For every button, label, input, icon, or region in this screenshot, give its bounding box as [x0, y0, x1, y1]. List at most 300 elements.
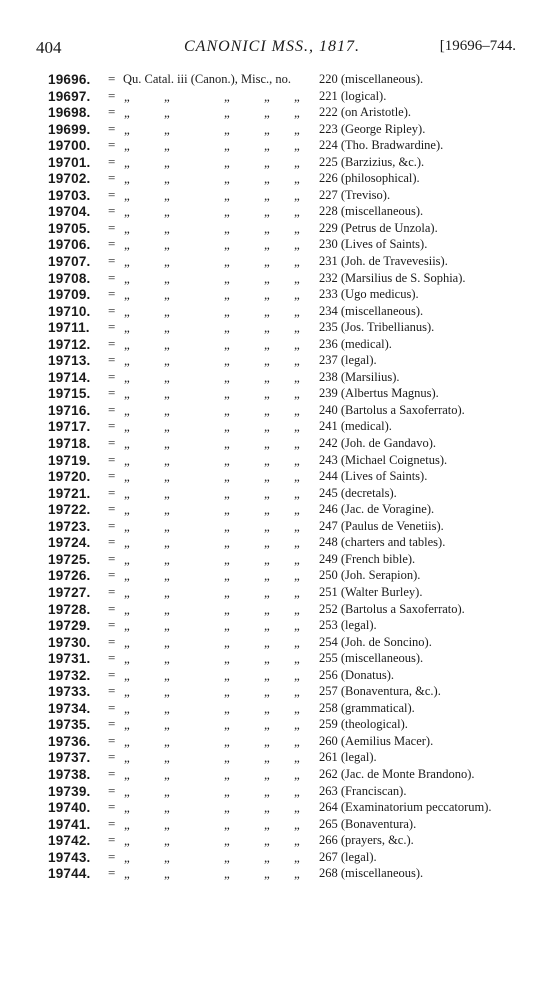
- ditto-mark: „: [224, 551, 230, 567]
- equals-sign: =: [108, 633, 116, 649]
- entry-description: 242 (Joh. de Gandavo).: [319, 436, 436, 451]
- entry-description: 247 (Paulus de Venetiis).: [319, 518, 444, 533]
- equals-sign: =: [108, 567, 116, 583]
- ditto-mark: „: [294, 700, 300, 716]
- ditto-mark: „: [124, 171, 130, 187]
- entry-number: 19740.: [48, 800, 91, 816]
- entry-number: 19739.: [48, 783, 91, 799]
- ditto-mark: „: [224, 518, 230, 534]
- ditto-mark: „: [264, 684, 270, 700]
- ditto-mark: „: [294, 518, 300, 534]
- ditto-mark: „: [264, 502, 270, 518]
- entry-row: [48, 568, 518, 585]
- ditto-mark: „: [124, 369, 130, 385]
- entry-row: [48, 453, 518, 470]
- entry-row: [48, 89, 518, 106]
- entry-row: [48, 254, 518, 271]
- ditto-mark: „: [164, 766, 170, 782]
- entry-row: [48, 750, 518, 767]
- equals-sign: =: [108, 716, 116, 732]
- ditto-mark: „: [294, 584, 300, 600]
- ditto-mark: „: [294, 419, 300, 435]
- equals-sign: =: [108, 451, 116, 467]
- entry-description: 234 (miscellaneous).: [319, 303, 424, 318]
- entry-row: [48, 155, 518, 172]
- entry-row: [48, 734, 518, 751]
- entry-row: [48, 684, 518, 701]
- entry-description: 228 (miscellaneous).: [319, 204, 424, 219]
- entry-row: [48, 370, 518, 387]
- ditto-mark: „: [264, 584, 270, 600]
- ditto-mark: „: [164, 220, 170, 236]
- ditto-mark: „: [294, 237, 300, 253]
- ditto-mark: „: [264, 535, 270, 551]
- ditto-mark: „: [264, 88, 270, 104]
- ditto-mark: „: [294, 187, 300, 203]
- equals-sign: =: [108, 401, 116, 417]
- ditto-mark: „: [124, 700, 130, 716]
- entry-row: [48, 817, 518, 834]
- ditto-mark: „: [294, 634, 300, 650]
- entry-number: 19717.: [48, 419, 91, 435]
- equals-sign: =: [108, 286, 116, 302]
- ditto-mark: „: [164, 138, 170, 154]
- entry-description: 233 (Ugo medicus).: [319, 287, 419, 302]
- ditto-mark: „: [164, 204, 170, 220]
- ditto-mark: „: [124, 502, 130, 518]
- ditto-mark: „: [164, 171, 170, 187]
- ditto-mark: „: [224, 220, 230, 236]
- ditto-mark: „: [164, 551, 170, 567]
- entry-number: 19723.: [48, 518, 91, 534]
- ditto-mark: „: [164, 684, 170, 700]
- entry-row: [48, 486, 518, 503]
- ditto-mark: „: [164, 866, 170, 882]
- ditto-mark: „: [164, 154, 170, 170]
- entry-row: [48, 105, 518, 122]
- equals-sign: =: [108, 683, 116, 699]
- ditto-mark: „: [294, 717, 300, 733]
- ditto-mark: „: [164, 717, 170, 733]
- equals-sign: =: [108, 517, 116, 533]
- ditto-mark: „: [124, 766, 130, 782]
- equals-sign: =: [108, 699, 116, 715]
- entry-number: 19737.: [48, 750, 91, 766]
- ditto-mark: „: [294, 568, 300, 584]
- ditto-mark: „: [294, 766, 300, 782]
- ditto-mark: „: [294, 469, 300, 485]
- ditto-mark: „: [294, 485, 300, 501]
- entry-description: 251 (Walter Burley).: [319, 584, 423, 599]
- ditto-mark: „: [164, 320, 170, 336]
- equals-sign: =: [108, 666, 116, 682]
- ditto-mark: „: [224, 402, 230, 418]
- ditto-mark: „: [164, 584, 170, 600]
- ditto-mark: „: [224, 634, 230, 650]
- entry-number: 19725.: [48, 551, 91, 567]
- entry-description: 226 (philosophical).: [319, 171, 420, 186]
- ditto-mark: „: [164, 469, 170, 485]
- ditto-mark: „: [224, 287, 230, 303]
- ditto-mark: „: [224, 336, 230, 352]
- ditto-mark: „: [264, 386, 270, 402]
- ditto-mark: „: [164, 336, 170, 352]
- equals-sign: =: [108, 87, 116, 103]
- entry-number: 19706.: [48, 237, 91, 253]
- entry-description: 263 (Franciscan).: [319, 783, 407, 798]
- entry-number: 19708.: [48, 270, 91, 286]
- ditto-mark: „: [294, 204, 300, 220]
- entry-row: [48, 337, 518, 354]
- entry-number: 19724.: [48, 535, 91, 551]
- entry-row: [48, 72, 518, 89]
- equals-sign: =: [108, 418, 116, 434]
- ditto-mark: „: [264, 187, 270, 203]
- ditto-mark: „: [224, 866, 230, 882]
- entry-description: 252 (Bartolus a Saxoferrato).: [319, 601, 465, 616]
- ditto-mark: „: [164, 502, 170, 518]
- ditto-mark: „: [224, 452, 230, 468]
- ditto-mark: „: [224, 833, 230, 849]
- ditto-mark: „: [264, 800, 270, 816]
- entry-description: 222 (on Aristotle).: [319, 105, 412, 120]
- entry-description: 262 (Jac. de Monte Brandono).: [319, 766, 475, 781]
- entry-number: 19729.: [48, 618, 91, 634]
- ditto-mark: „: [224, 502, 230, 518]
- ditto-mark: „: [164, 634, 170, 650]
- entry-number: 19734.: [48, 700, 91, 716]
- ditto-mark: „: [164, 369, 170, 385]
- ditto-mark: „: [224, 766, 230, 782]
- entry-row: [48, 635, 518, 652]
- ditto-mark: „: [164, 187, 170, 203]
- entry-description: 254 (Joh. de Soncino).: [319, 634, 432, 649]
- ditto-mark: „: [164, 816, 170, 832]
- entry-number: 19741.: [48, 816, 91, 832]
- page-header: [36, 38, 516, 60]
- ditto-mark: „: [164, 733, 170, 749]
- ditto-mark: „: [294, 436, 300, 452]
- entry-row: [48, 800, 518, 817]
- ditto-mark: „: [124, 105, 130, 121]
- entry-number: 19743.: [48, 849, 91, 865]
- entry-number: 19714.: [48, 369, 91, 385]
- entry-row: [48, 122, 518, 139]
- entry-row: [48, 618, 518, 635]
- ditto-mark: „: [294, 601, 300, 617]
- ditto-mark: „: [124, 667, 130, 683]
- entry-row: [48, 171, 518, 188]
- ditto-mark: „: [164, 618, 170, 634]
- ditto-mark: „: [224, 568, 230, 584]
- entry-description: 249 (French bible).: [319, 551, 416, 566]
- ditto-mark: „: [124, 303, 130, 319]
- ditto-mark: „: [164, 121, 170, 137]
- ditto-mark: „: [294, 535, 300, 551]
- entry-row: [48, 668, 518, 685]
- ditto-mark: „: [164, 518, 170, 534]
- equals-sign: =: [108, 435, 116, 451]
- entry-description: 231 (Joh. de Travevesiis).: [319, 254, 448, 269]
- ditto-mark: „: [294, 154, 300, 170]
- entry-number: 19696.: [48, 72, 91, 87]
- ditto-mark: „: [294, 254, 300, 270]
- ditto-mark: „: [294, 320, 300, 336]
- ditto-mark: „: [264, 783, 270, 799]
- entry-description: 259 (theological).: [319, 717, 408, 732]
- ditto-mark: „: [124, 717, 130, 733]
- entry-row: [48, 767, 518, 784]
- source-reference: Qu. Catal. iii (Canon.), Misc., no.: [123, 72, 292, 86]
- ditto-mark: „: [264, 220, 270, 236]
- equals-sign: =: [108, 368, 116, 384]
- entry-description: 230 (Lives of Saints).: [319, 237, 428, 252]
- ditto-mark: „: [124, 436, 130, 452]
- entry-number: 19721.: [48, 485, 91, 501]
- ditto-mark: „: [264, 254, 270, 270]
- equals-sign: =: [108, 253, 116, 269]
- equals-sign: =: [108, 799, 116, 815]
- ditto-mark: „: [294, 220, 300, 236]
- ditto-mark: „: [164, 452, 170, 468]
- ditto-mark: „: [164, 651, 170, 667]
- entry-description: 237 (legal).: [319, 353, 377, 368]
- ditto-mark: „: [264, 651, 270, 667]
- ditto-mark: „: [224, 584, 230, 600]
- ditto-mark: „: [164, 568, 170, 584]
- ditto-mark: „: [224, 187, 230, 203]
- equals-sign: =: [108, 153, 116, 169]
- ditto-mark: „: [164, 700, 170, 716]
- ditto-mark: „: [224, 320, 230, 336]
- entry-number: 19720.: [48, 469, 91, 485]
- ditto-mark: „: [264, 270, 270, 286]
- entry-description: 240 (Bartolus a Saxoferrato).: [319, 402, 465, 417]
- entry-number: 19709.: [48, 287, 91, 303]
- entry-number: 19718.: [48, 436, 91, 452]
- ditto-mark: „: [264, 485, 270, 501]
- ditto-mark: „: [264, 833, 270, 849]
- entry-row: [48, 833, 518, 850]
- equals-sign: =: [108, 236, 116, 252]
- ditto-mark: „: [294, 800, 300, 816]
- entry-description: 264 (Examinatorium peccatorum).: [319, 800, 492, 815]
- ditto-mark: „: [224, 667, 230, 683]
- entry-description: 229 (Petrus de Unzola).: [319, 220, 438, 235]
- ditto-mark: „: [124, 254, 130, 270]
- ditto-mark: „: [124, 651, 130, 667]
- ditto-mark: „: [224, 783, 230, 799]
- ditto-mark: „: [264, 287, 270, 303]
- equals-sign: =: [108, 600, 116, 616]
- ditto-mark: „: [264, 369, 270, 385]
- ditto-mark: „: [224, 717, 230, 733]
- entry-description: 236 (medical).: [319, 336, 392, 351]
- equals-sign: =: [108, 186, 116, 202]
- ditto-mark: „: [224, 154, 230, 170]
- ditto-mark: „: [224, 485, 230, 501]
- ditto-mark: „: [224, 849, 230, 865]
- ditto-mark: „: [124, 634, 130, 650]
- ditto-mark: „: [124, 121, 130, 137]
- ditto-mark: „: [164, 270, 170, 286]
- entry-description: 232 (Marsilius de S. Sophia).: [319, 270, 466, 285]
- entry-number: 19722.: [48, 502, 91, 518]
- equals-sign: =: [108, 484, 116, 500]
- ditto-mark: „: [264, 436, 270, 452]
- entry-description: 253 (legal).: [319, 618, 377, 633]
- entry-number: 19726.: [48, 568, 91, 584]
- ditto-mark: „: [124, 287, 130, 303]
- ditto-mark: „: [164, 254, 170, 270]
- entry-number: 19701.: [48, 154, 91, 170]
- ditto-mark: „: [294, 105, 300, 121]
- entry-description: 221 (logical).: [319, 88, 387, 103]
- entry-description: 227 (Treviso).: [319, 187, 391, 202]
- ditto-mark: „: [124, 783, 130, 799]
- ditto-mark: „: [164, 667, 170, 683]
- entry-number: 19735.: [48, 717, 91, 733]
- entry-number: 19727.: [48, 584, 91, 600]
- ditto-mark: „: [164, 303, 170, 319]
- entry-description: 257 (Bonaventura, &c.).: [319, 684, 441, 699]
- ditto-mark: „: [294, 783, 300, 799]
- ditto-mark: „: [124, 584, 130, 600]
- ditto-mark: „: [264, 121, 270, 137]
- entry-number: 19731.: [48, 651, 91, 667]
- entry-row: [48, 419, 518, 436]
- ditto-mark: „: [294, 866, 300, 882]
- entry-row: [48, 271, 518, 288]
- ditto-mark: „: [224, 535, 230, 551]
- ditto-mark: „: [164, 88, 170, 104]
- ditto-mark: „: [294, 386, 300, 402]
- ditto-mark: „: [264, 849, 270, 865]
- equals-sign: =: [108, 550, 116, 566]
- ditto-mark: „: [124, 402, 130, 418]
- entry-row: [48, 535, 518, 552]
- ditto-mark: „: [224, 138, 230, 154]
- entry-number: 19698.: [48, 105, 91, 121]
- ditto-mark: „: [264, 551, 270, 567]
- entry-number: 19715.: [48, 386, 91, 402]
- ditto-mark: „: [224, 303, 230, 319]
- ditto-mark: „: [124, 601, 130, 617]
- entry-number: 19719.: [48, 452, 91, 468]
- equals-sign: =: [108, 319, 116, 335]
- ditto-mark: „: [294, 287, 300, 303]
- entry-number: 19700.: [48, 138, 91, 154]
- ditto-mark: „: [124, 849, 130, 865]
- entry-description: 266 (prayers, &c.).: [319, 833, 414, 848]
- ditto-mark: „: [164, 402, 170, 418]
- ditto-mark: „: [164, 287, 170, 303]
- ditto-mark: „: [124, 733, 130, 749]
- ditto-mark: „: [224, 386, 230, 402]
- entry-number: 19697.: [48, 88, 91, 104]
- entry-row: [48, 237, 518, 254]
- ditto-mark: „: [264, 618, 270, 634]
- entry-number: 19711.: [48, 320, 90, 336]
- ditto-mark: „: [224, 684, 230, 700]
- ditto-mark: „: [294, 833, 300, 849]
- ditto-mark: „: [294, 651, 300, 667]
- entry-number: 19702.: [48, 171, 91, 187]
- entry-number: 19703.: [48, 187, 91, 203]
- ditto-mark: „: [264, 700, 270, 716]
- entry-description: 267 (legal).: [319, 849, 377, 864]
- entry-row: [48, 866, 518, 883]
- ditto-mark: „: [294, 336, 300, 352]
- entry-description: 246 (Jac. de Voragine).: [319, 502, 435, 517]
- ditto-mark: „: [294, 502, 300, 518]
- entry-number: 19738.: [48, 766, 91, 782]
- ditto-mark: „: [294, 849, 300, 865]
- ditto-mark: „: [164, 419, 170, 435]
- ditto-mark: „: [164, 601, 170, 617]
- entry-number: 19707.: [48, 254, 91, 270]
- equals-sign: =: [108, 765, 116, 781]
- equals-sign: =: [108, 848, 116, 864]
- entry-row: [48, 602, 518, 619]
- entry-description: 260 (Aemilius Macer).: [319, 733, 434, 748]
- equals-sign: =: [108, 170, 116, 186]
- ditto-mark: „: [264, 733, 270, 749]
- entry-row: [48, 469, 518, 486]
- ditto-mark: „: [294, 667, 300, 683]
- ditto-mark: „: [124, 88, 130, 104]
- ditto-mark: „: [224, 469, 230, 485]
- entry-description: 238 (Marsilius).: [319, 369, 400, 384]
- entry-number: 19744.: [48, 866, 91, 882]
- ditto-mark: „: [264, 336, 270, 352]
- entry-description: 225 (Barzizius, &c.).: [319, 154, 425, 169]
- ditto-mark: „: [264, 320, 270, 336]
- ditto-mark: „: [224, 733, 230, 749]
- ditto-mark: „: [294, 733, 300, 749]
- ditto-mark: „: [294, 402, 300, 418]
- entry-row: [48, 701, 518, 718]
- ditto-mark: „: [294, 618, 300, 634]
- entry-row: [48, 403, 518, 420]
- ditto-mark: „: [124, 535, 130, 551]
- ditto-mark: „: [124, 833, 130, 849]
- equals-sign: =: [108, 203, 116, 219]
- ditto-mark: „: [164, 783, 170, 799]
- ditto-mark: „: [124, 187, 130, 203]
- equals-sign: =: [108, 104, 116, 120]
- ditto-mark: „: [164, 535, 170, 551]
- ditto-mark: „: [264, 154, 270, 170]
- entry-description: 245 (decretals).: [319, 485, 397, 500]
- ditto-mark: „: [124, 320, 130, 336]
- entry-description: 220 (miscellaneous).: [319, 72, 424, 86]
- ditto-mark: „: [164, 353, 170, 369]
- ditto-mark: „: [294, 353, 300, 369]
- shelfmark-range: [19696–744.: [439, 38, 516, 54]
- ditto-mark: „: [264, 568, 270, 584]
- ditto-mark: „: [294, 138, 300, 154]
- ditto-mark: „: [164, 237, 170, 253]
- entry-number: 19710.: [48, 303, 91, 319]
- entry-description: 243 (Michael Coignetus).: [319, 452, 448, 467]
- ditto-mark: „: [224, 750, 230, 766]
- entry-description: 250 (Joh. Serapion).: [319, 568, 421, 583]
- entry-description: 261 (legal).: [319, 750, 377, 765]
- entry-description: 248 (charters and tables).: [319, 535, 446, 550]
- ditto-mark: „: [294, 369, 300, 385]
- ditto-mark: „: [124, 750, 130, 766]
